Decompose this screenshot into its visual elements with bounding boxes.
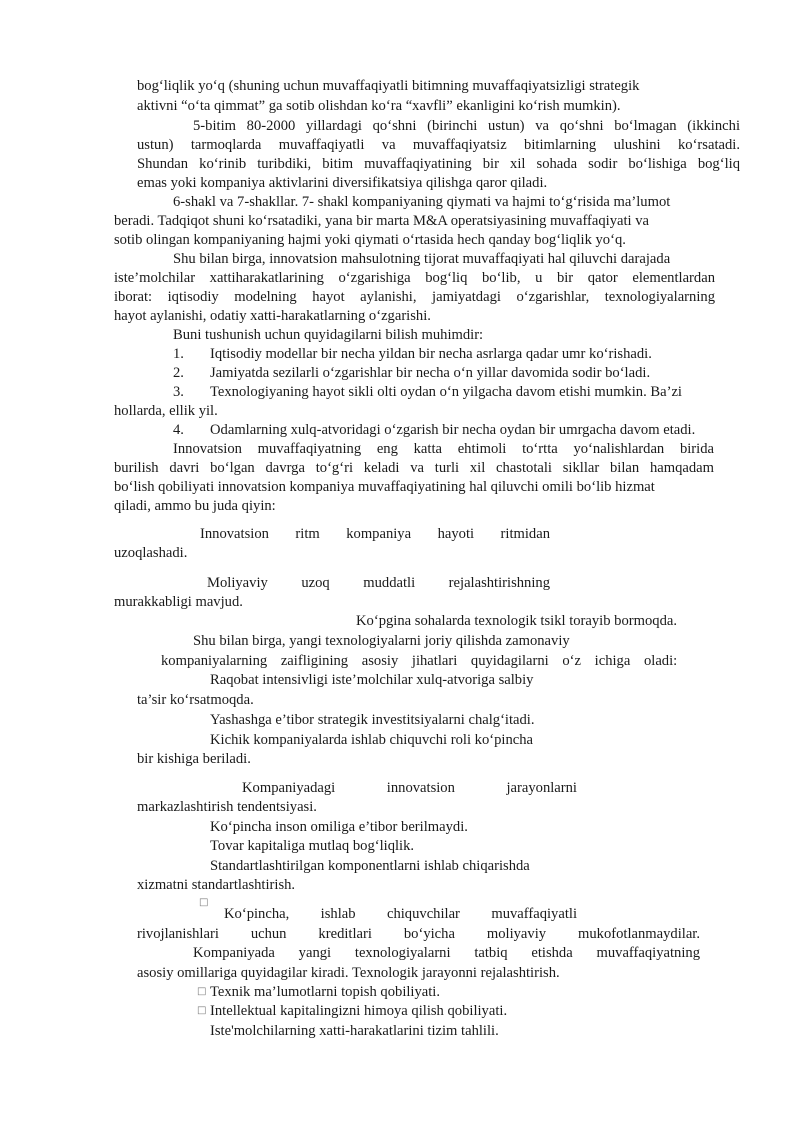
- text-line: Yashashga e’tibor strategik investitsiyalarni chalg‘itadi.: [210, 712, 535, 728]
- text-line: Shu bilan birga, innovatsion mahsulotning tijorat muvaffaqiyati hal qiluvchi darajada: [173, 251, 671, 267]
- text-line: Tovar kapitaliga mutlaq bog‘liqlik.: [210, 838, 415, 854]
- text-line: bir kishiga beriladi.: [137, 751, 251, 767]
- list-number: 1.: [173, 346, 184, 362]
- text-line: Kompaniyada yangi texnologiyalarni tatbiq etishda muvaffaqiyatning: [193, 945, 700, 961]
- text-line: Raqobat intensivligi iste’molchilar xulq-atvoriga salbiy: [210, 672, 534, 688]
- text-line: Ko‘pincha inson omiliga e’tibor berilmaydi.: [210, 819, 468, 835]
- text-line: ustun) tarmoqlarda muvaffaqiyatli va muvaffaqiyatsiz bitimlarning ulushini ko‘rsatadi.: [137, 137, 740, 153]
- text-line: asosiy omillariga quyidagilar kiradi. Texnologik jarayonni rejalashtirish.: [137, 965, 560, 981]
- text-line: aktivni “o‘ta qimmat” ga sotib olishdan ko‘ra “xavfli” ekanligini ko‘rish mumkin).: [137, 98, 621, 114]
- text-line: ta’sir ko‘rsatmoqda.: [137, 692, 254, 708]
- text-line: 5-bitim 80-2000 yillardagi qo‘shni (birinchi ustun) va qo‘shni bo‘lmagan (ikkinchi: [193, 118, 740, 134]
- text-line: Shu bilan birga, yangi texnologiyalarni joriy qilishda zamonaviy: [193, 633, 570, 649]
- text-line: sotib olingan kompaniyaning hajmi yoki qiymati o‘rtasida hech qanday bog‘liqlik yo‘q.: [114, 232, 626, 248]
- text-line: Innovatsion ritm kompaniya hayoti ritmidan: [200, 526, 550, 542]
- missing-glyph-icon: □: [199, 897, 209, 908]
- text-line: iborat: iqtisodiy modelning hayot aylanishi, jamiyatdagi o‘zgarishlar, texnologiyalarning: [114, 289, 715, 305]
- text-line: Shundan ko‘rinib turibdiki, bitim muvaffaqiyatining bir xil sohada sodir bo‘lishiga bog‘liq: [137, 156, 740, 172]
- text-line: bo‘lish qobiliyati innovatsion kompaniya muvaffaqiyatining hal qiluvchi omili bo‘lib hizmat: [114, 479, 655, 495]
- text-line: Standartlashtirilgan komponentlarni ishlab chiqarishda: [210, 858, 530, 874]
- text-line: Kichik kompaniyalarda ishlab chiquvchi roli ko‘pincha: [210, 732, 534, 748]
- text-line: burilish davri bo‘lgan davrga to‘g‘ri keladi va turli xil chastotali sikllar bilan hamqadam: [114, 460, 714, 476]
- text-line: bog‘liqlik yo‘q (shuning uchun muvaffaqiyatli bitimning muvaffaqiyatsizligi strategik: [137, 78, 640, 94]
- text-line: rivojlanishlari uchun kreditlari bo‘yicha moliyaviy mukofotlanmaydilar.: [137, 926, 700, 942]
- text-line: kompaniyalarning zaifligining asosiy jihatlari quyidagilarni o‘z ichiga oladi:: [161, 653, 678, 669]
- text-line: Iste'molchilarning xatti-harakatlarini tizim tahlili.: [210, 1023, 499, 1039]
- text-line: hollarda, ellik yil.: [114, 403, 218, 419]
- text-line: iste’molchilar xattiharakatlarining o‘zgarishiga bog‘liq bo‘lib, u bir qator elementlardan: [114, 270, 715, 286]
- text-line: Intellektual kapitalingizni himoya qilish qobiliyati.: [210, 1003, 508, 1019]
- list-number: 3.: [173, 384, 184, 400]
- list-number: 2.: [173, 365, 184, 381]
- text-line: Innovatsion muvaffaqiyatning eng katta ehtimoli to‘rtta yo‘nalishlardan birida: [173, 441, 714, 457]
- list-item-text: Iqtisodiy modellar bir necha yildan bir necha asrlarga qadar umr ko‘rishadi.: [210, 346, 652, 362]
- text-line: 6-shakl va 7-shakllar. 7- shakl kompaniyaning qiymati va hajmi to‘g‘risida ma’lumot: [173, 194, 671, 210]
- text-line: xizmatni standartlashtirish.: [137, 877, 296, 893]
- text-line: Buni tushunish uchun quyidagilarni bilish muhimdir:: [173, 327, 484, 343]
- text-line: hayot aylanishi, odatiy xatti-harakatlarning o‘zgarishi.: [114, 308, 431, 324]
- text-line: Ko‘pincha, ishlab chiquvchilar muvaffaqiyatli: [224, 906, 577, 922]
- text-line: beradi. Tadqiqot shuni ko‘rsatadiki, yana bir marta M&A operatsiyasining muvaffaqiyati va: [114, 213, 650, 229]
- text-line: Kompaniyadagi innovatsion jarayonlarni: [242, 780, 577, 796]
- list-item-text: Jamiyatda sezilarli o‘zgarishlar bir necha o‘n yillar davomida sodir bo‘ladi.: [210, 365, 651, 381]
- text-line: Texnik ma’lumotlarni topish qobiliyati.: [210, 984, 441, 1000]
- missing-glyph-icon: □: [197, 986, 207, 997]
- missing-glyph-icon: □: [197, 1005, 207, 1016]
- list-item-text: Texnologiyaning hayot sikli olti oydan o‘n yilgacha davom etishi mumkin. Ba’zi: [210, 384, 682, 400]
- text-line: uzoqlashadi.: [114, 545, 188, 561]
- text-line: emas yoki kompaniya aktivlarini diversifikatsiya qilishga qaror qiladi.: [137, 175, 548, 191]
- text-line: murakkabligi mavjud.: [114, 594, 243, 610]
- list-item-text: Odamlarning xulq-atvoridagi o‘zgarish bir necha oydan bir umrgacha davom etadi.: [210, 422, 696, 438]
- text-line: qiladi, ammo bu juda qiyin:: [114, 498, 276, 514]
- list-number: 4.: [173, 422, 184, 438]
- text-line: Moliyaviy uzoq muddatli rejalashtirishning: [207, 575, 550, 591]
- text-line: Ko‘pgina sohalarda texnologik tsikl torayib bormoqda.: [356, 613, 677, 629]
- text-line: markazlashtirish tendentsiyasi.: [137, 799, 317, 815]
